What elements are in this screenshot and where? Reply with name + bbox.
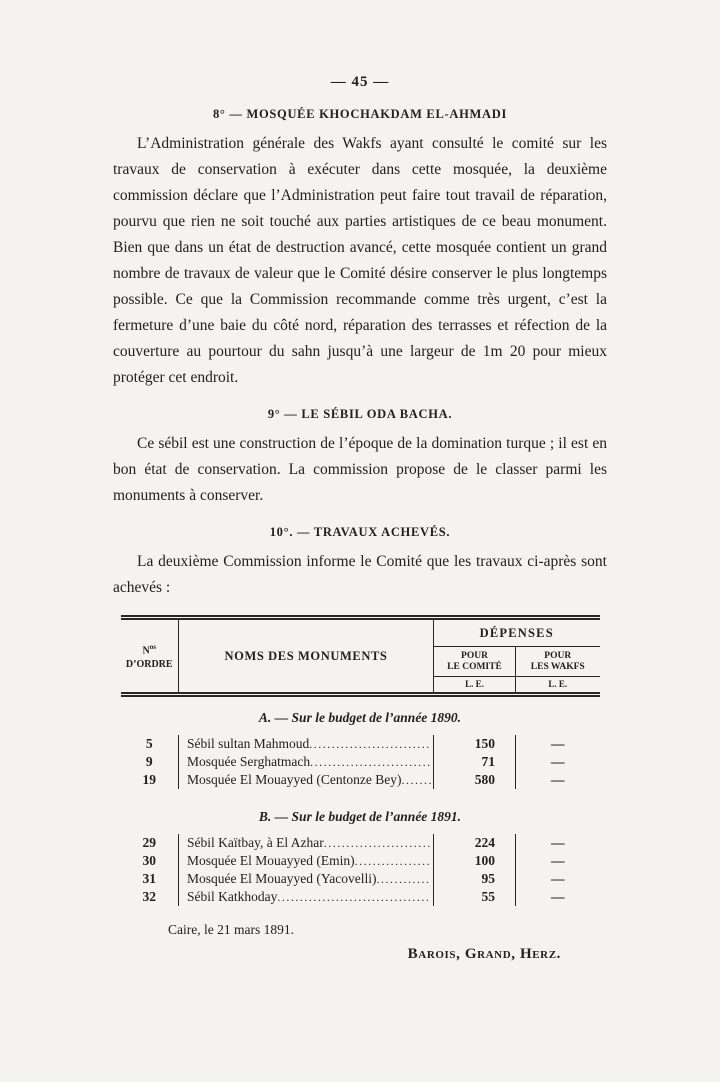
page-content xyxy=(113,74,607,963)
row-order-number: 29 xyxy=(121,834,179,852)
pour-wakfs-line1: POUR xyxy=(544,651,572,661)
budget-section-a-title-row xyxy=(121,695,600,736)
paragraph-section-10: La deuxième Commission informe le Comité que les travaux ci-après sont achevés : xyxy=(113,553,607,596)
dot-leader xyxy=(309,735,431,753)
dot-leader xyxy=(355,852,431,870)
budget-section-b-title-row xyxy=(121,789,600,834)
order-header-superscript: os xyxy=(149,643,156,652)
table-row xyxy=(121,870,600,888)
row-amount-comite: 224 xyxy=(434,834,516,852)
row-monument-name xyxy=(179,753,434,771)
monument-name-text: Mosquée El Mouayyed (Yacovelli) xyxy=(187,871,377,886)
row-monument-name xyxy=(179,870,434,888)
column-header-order xyxy=(121,618,179,695)
budget-section-b-title: B. — Sur le budget de l’année 1891. xyxy=(258,809,462,824)
row-amount-comite: 71 xyxy=(434,753,516,771)
unit-header-comite: L. E. xyxy=(434,677,516,695)
order-header-base: N xyxy=(142,645,150,657)
dot-leader xyxy=(310,753,431,771)
page-number: — 45 — xyxy=(330,74,390,90)
monument-name-text: Sébil Kaïtbay, à El Azhar xyxy=(187,835,324,850)
row-amount-wakfs: — xyxy=(551,871,565,886)
dot-leader xyxy=(376,870,431,888)
dateline: Caire, le 21 mars 1891. xyxy=(168,922,294,937)
row-amount-comite: 580 xyxy=(434,771,516,789)
unit-header-wakfs: L. E. xyxy=(516,677,600,695)
heading-section-10: 10°. — TRAVAUX ACHEVÉS. xyxy=(269,525,451,539)
row-monument-name xyxy=(179,735,434,753)
dot-leader xyxy=(324,834,431,852)
row-order-number: 30 xyxy=(121,852,179,870)
column-header-monuments: NOMS DES MONUMENTS xyxy=(179,618,434,695)
signatures: Barois, Grand, Herz. xyxy=(407,946,561,962)
budget-section-a-title: A. — Sur le budget de l’année 1890. xyxy=(258,710,462,725)
monument-name-text: Mosquée El Mouayyed (Centonze Bey) xyxy=(187,772,402,787)
heading-section-9: 9° — LE SÉBIL ODA BACHA. xyxy=(267,407,453,421)
monument-name-text: Sébil sultan Mahmoud xyxy=(187,736,310,751)
row-amount-wakfs: — xyxy=(551,853,565,868)
row-amount-comite: 150 xyxy=(434,735,516,753)
table-header xyxy=(121,618,600,695)
table-body xyxy=(121,695,600,907)
row-amount-wakfs: — xyxy=(551,754,565,769)
table-row xyxy=(121,888,600,906)
column-header-pour-comite xyxy=(434,647,516,677)
row-amount-wakfs: — xyxy=(551,835,565,850)
pour-comite-line2: LE COMITÉ xyxy=(447,662,502,672)
monument-name-text: Mosquée Serghatmach xyxy=(187,754,311,769)
row-order-number: 5 xyxy=(121,735,179,753)
pour-wakfs-line2: LES WAKFS xyxy=(530,662,585,672)
table-row xyxy=(121,753,600,771)
table-row xyxy=(121,834,600,852)
table-row xyxy=(121,852,600,870)
pour-comite-line1: POUR xyxy=(461,651,488,661)
order-header-line1 xyxy=(121,641,179,657)
row-order-number: 31 xyxy=(121,870,179,888)
row-amount-wakfs: — xyxy=(551,736,565,751)
row-order-number: 9 xyxy=(121,753,179,771)
row-monument-name xyxy=(179,834,434,852)
row-order-number: 32 xyxy=(121,888,179,906)
column-header-depenses: DÉPENSES xyxy=(434,618,600,647)
dot-leader xyxy=(401,771,431,789)
row-monument-name xyxy=(179,852,434,870)
row-amount-wakfs: — xyxy=(551,889,565,904)
heading-section-8: 8° — MOSQUÉE KHOCHAKDAM EL-AHMADI xyxy=(212,107,508,121)
paragraph-section-8: L’Administration générale des Wakfs ayant consulté le comité sur les travaux de conservation à exécuter dans cette mosquée, la deuxième commission déclare que l’Administration peut faire tout travail de réparation, pourvu que rien ne soit touché aux parties artistiques de ce beau monument. Bien que dans un état de destruction avancé, cette mosquée contient un grand nombre de travaux de valeur que le Comité désire conserver le plus longtemps possible. Ce que la Commission recommande comme très urgent, c’est la fermeture d’une baie du côté nord, réparation des terrasses et réfection de la couverture au pourtour du sahn jusqu’à une largeur de 1m 20 pour mieux protéger cet endroit. xyxy=(113,135,607,386)
row-monument-name xyxy=(179,771,434,789)
row-amount-comite: 100 xyxy=(434,852,516,870)
monument-name-text: Sébil Katkhoday xyxy=(187,889,278,904)
table-row xyxy=(121,735,600,753)
row-amount-comite: 95 xyxy=(434,870,516,888)
paragraph-section-9: Ce sébil est une construction de l’époque de la domination turque ; il est en bon état de conservation. La commission propose de le classer parmi les monuments à conserver. xyxy=(113,435,607,504)
row-amount-comite: 55 xyxy=(434,888,516,906)
row-amount-wakfs: — xyxy=(551,772,565,787)
column-header-pour-wakfs xyxy=(516,647,600,677)
row-monument-name xyxy=(179,888,434,906)
monuments-expenses-table xyxy=(121,615,600,906)
row-order-number: 19 xyxy=(121,771,179,789)
order-header-line2: D’ORDRE xyxy=(125,658,173,670)
monument-name-text: Mosquée El Mouayyed (Emin) xyxy=(187,853,355,868)
dot-leader xyxy=(277,888,431,906)
table-row xyxy=(121,771,600,789)
